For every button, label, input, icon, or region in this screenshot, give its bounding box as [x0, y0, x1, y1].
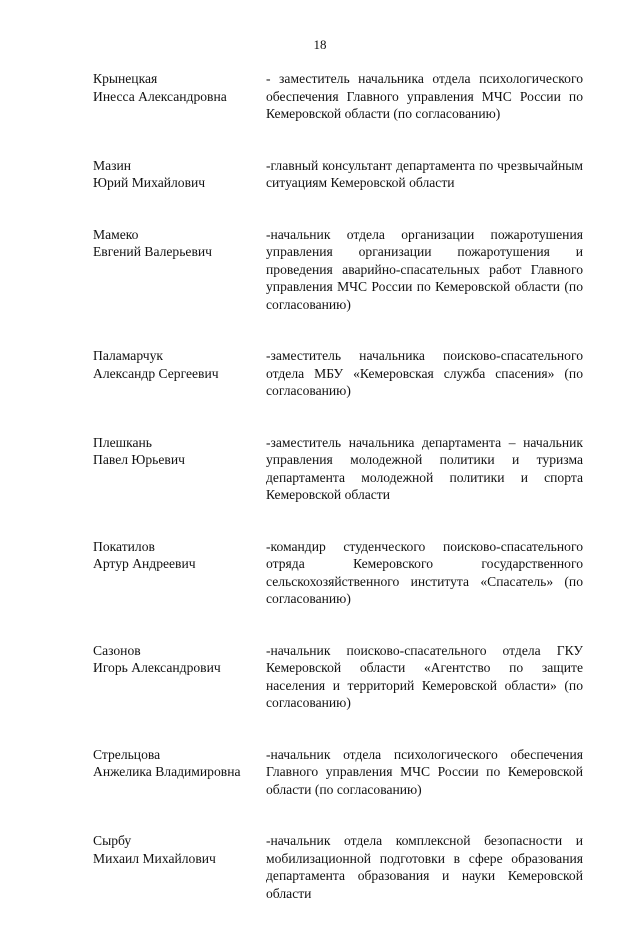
member-position: -командир студенческого поисково-спасательного отряда Кемеровского государственного сельскохозяйственного института «Спасатель» (по согласованию) — [266, 538, 583, 606]
page-number: 18 — [313, 37, 327, 52]
member-given-names: Анжелика Владимировна — [93, 764, 241, 779]
member-position: -начальник поисково-спасательного отдела ГКУ Кемеровской области «Агентство по защите населения и территорий Кемеровской области» (по согласованию) — [266, 642, 583, 710]
member-name — [93, 642, 266, 677]
member-surname: Плешкань — [93, 434, 153, 450]
member-position: -заместитель начальника поисково-спасательного отдела МБУ «Кемеровская служба спасения» (по согласованию) — [266, 348, 583, 398]
member-name — [93, 538, 266, 573]
member-position: -начальник отдела комплексной безопасности и мобилизационной подготовки в сфере образования департамента образования и науки Кемеровской области — [266, 833, 583, 901]
list-item — [93, 434, 583, 504]
member-name — [93, 434, 266, 469]
list-item — [93, 832, 583, 902]
member-surname: Стрельцова — [93, 746, 161, 762]
list-item — [93, 538, 583, 608]
member-surname: Крынецкая — [93, 71, 158, 86]
member-given-names: Юрий Михайлович — [93, 175, 206, 190]
list-item — [93, 226, 583, 314]
member-given-names: Артур Андреевич — [93, 556, 196, 571]
member-given-names: Инесса Александровна — [93, 88, 227, 104]
member-position: -начальник отдела организации пожаротушения управления организации пожаротушения и проведения аварийно-спасательных работ Главного управления МЧС России по Кемеровской области (по согласованию) — [266, 226, 583, 312]
member-surname: Сырбу — [93, 833, 132, 848]
list-item — [93, 746, 583, 799]
member-surname: Мамеко — [93, 226, 139, 242]
member-surname: Покатилов — [93, 538, 155, 554]
list-item — [93, 70, 583, 123]
member-name — [93, 226, 266, 261]
members-list — [93, 70, 583, 936]
list-item — [93, 347, 583, 400]
member-name — [93, 746, 266, 781]
list-item — [93, 157, 583, 192]
member-given-names: Александр Сергеевич — [93, 365, 219, 381]
member-surname: Сазонов — [93, 642, 141, 658]
member-name — [93, 832, 266, 867]
member-position: - заместитель начальника отдела психологического обеспечения Главного управления МЧС России по Кемеровской области (по согласованию) — [266, 71, 583, 121]
member-given-names: Евгений Валерьевич — [93, 244, 212, 259]
member-surname: Паламарчук — [93, 348, 164, 363]
member-position: -главный консультант департамента по чрезвычайным ситуациям Кемеровской области — [266, 157, 583, 190]
list-item — [93, 642, 583, 712]
member-given-names: Михаил Михайлович — [93, 850, 216, 866]
member-given-names: Игорь Александрович — [93, 660, 221, 675]
member-name — [93, 70, 266, 105]
member-given-names: Павел Юрьевич — [93, 452, 185, 467]
member-name — [93, 157, 266, 192]
member-name — [93, 347, 266, 382]
member-position: -заместитель начальника департамента – начальник управления молодежной политики и туризма департамента молодежной политики и спорта Кемеровской области — [266, 434, 583, 502]
member-position: -начальник отдела психологического обеспечения Главного управления МЧС России по Кемеровской области (по согласованию) — [266, 746, 583, 797]
member-surname: Мазин — [93, 157, 132, 173]
